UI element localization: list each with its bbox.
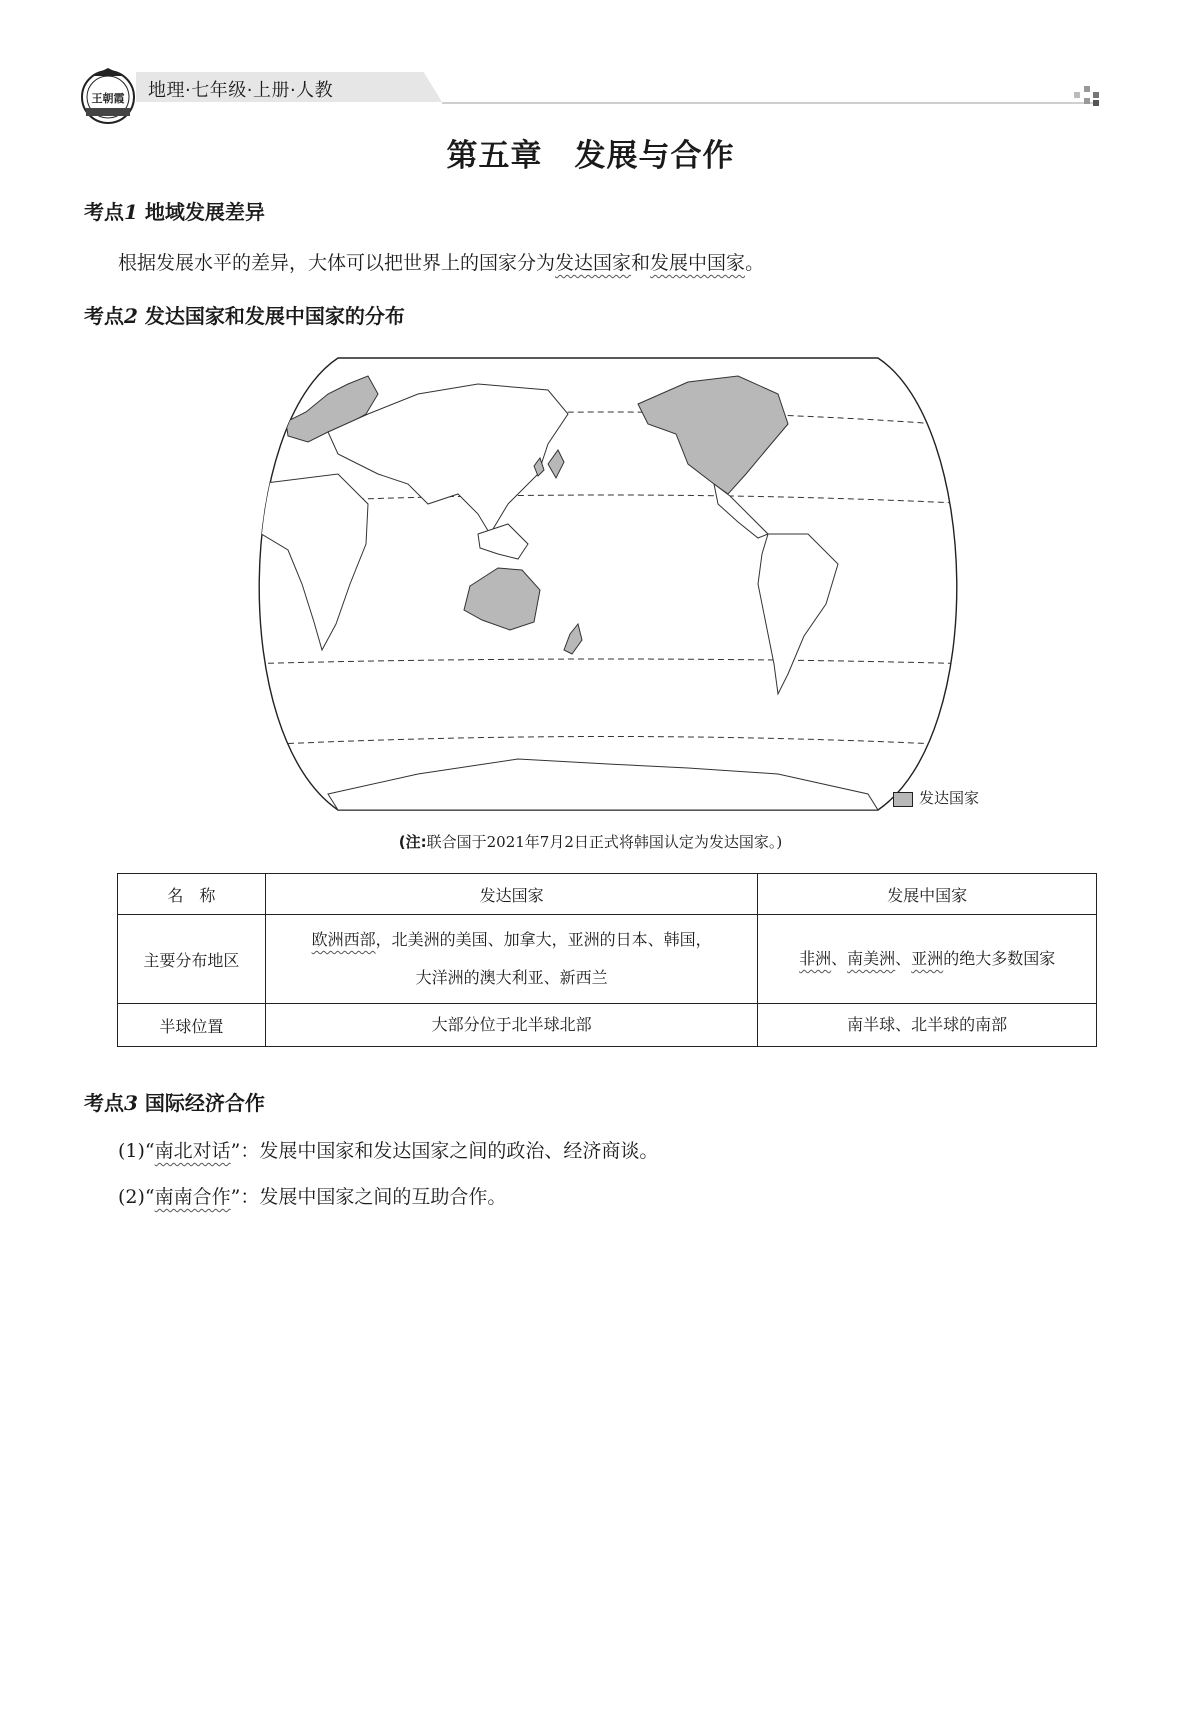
table-row <box>118 915 1097 1004</box>
kaodian-1-heading: 考点1 地域发展差异 <box>84 200 265 224</box>
corner-decoration <box>1074 84 1100 106</box>
kaodian-3-heading: 考点3 国际经济合作 <box>84 1091 265 1115</box>
table-header: 名 称 <box>118 874 266 915</box>
page-header <box>78 66 1098 104</box>
kaodian-3-item-2: (2)“南南合作”：发展中国家之间的互助合作。 <box>118 1186 507 1208</box>
kaodian-2-heading: 考点2 发达国家和发展中国家的分布 <box>84 304 405 328</box>
row-label: 半球位置 <box>118 1004 266 1047</box>
map-legend <box>893 787 979 808</box>
legend-swatch <box>893 792 913 807</box>
row-label: 主要分布地区 <box>118 915 266 1004</box>
kaodian-3-item-1: (1)“南北对话”：发展中国家和发达国家之间的政治、经济商谈。 <box>118 1140 659 1162</box>
book-title: 地理·七年级·上册·人教 <box>148 80 334 101</box>
developed-hemisphere: 大部分位于北半球北部 <box>265 1004 757 1047</box>
table-header: 发展中国家 <box>758 874 1097 915</box>
developing-hemisphere: 南半球、北半球的南部 <box>758 1004 1097 1047</box>
table-header-row <box>118 874 1097 915</box>
comparison-table <box>117 873 1097 1047</box>
developed-distribution: 欧洲西部，北美洲的美国、加拿大，亚洲的日本、韩国， 大洋洲的澳大利亚、新西兰 <box>265 915 757 1004</box>
kaodian-1-text: 根据发展水平的差异，大体可以把世界上的国家分为发达国家和发展中国家。 <box>118 252 765 274</box>
table-row <box>118 1004 1097 1047</box>
publisher-logo <box>78 66 138 126</box>
svg-text:王朝霞: 王朝霞 <box>91 92 125 105</box>
developing-distribution: 非洲、南美洲、亚洲的绝大多数国家 <box>758 915 1097 1004</box>
term-developed: 发达国家 <box>555 252 632 274</box>
table-header: 发达国家 <box>265 874 757 915</box>
legend-label: 发达国家 <box>919 789 980 807</box>
map-note: (注:联合国于2021年7月2日正式将韩国认定为发达国家。) <box>398 833 783 851</box>
world-map <box>218 354 998 814</box>
chapter-title: 第五章 发展与合作 <box>446 138 735 174</box>
header-rule <box>442 102 1098 104</box>
term-developing: 发展中国家 <box>650 252 746 274</box>
